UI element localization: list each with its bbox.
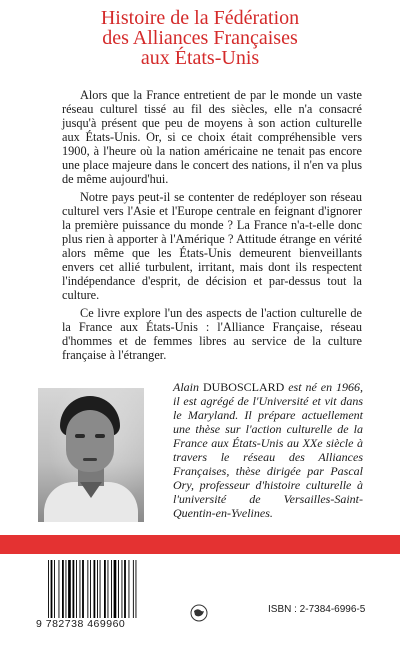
book-title: [0, 8, 400, 68]
barcode: [46, 560, 146, 618]
summary-paragraph-3: Ce livre explore l'un des aspects de l'action culturelle de la France aux États-Unis : l'Alliance Française, réseau d'hommes et de femmes libres au service de la culture française à l'étranger.: [62, 306, 362, 362]
author-bio: [173, 380, 363, 520]
book-title-line-1: Histoire de la Fédération: [100, 7, 300, 29]
isbn: ISBN : 2-7384-6996-5: [268, 604, 366, 615]
book-title-line-3: aux États-Unis: [140, 47, 260, 69]
author-bio-text: est né en 1966, il est agrégé de l'Université et vit dans le Maryland. Il prépare actuellement une thèse sur l'action culturelle de la France aux États-Unis au XXe siècle à travers le réseau des Alliances Françaises, thèse dirigée par Pascal Ory, professeur d'histoire culturelle à l'université de Versailles-Saint-Quentin-en-Yvelines.: [173, 380, 364, 520]
red-band: [0, 535, 400, 554]
author-first-name: Alain: [173, 380, 203, 394]
summary-paragraph-1: Alors que la France entretient de par le monde un vaste réseau culturel tissé au fil des siècles, elle n'a consacré jusqu'à présent que peu de moyens à son action culturelle aux États-Unis. Or, si ce choix était compréhensible vers 1900, à l'heure où la nation américaine ne tenait pas encore une place majeure dans le concert des nations, il n'en va plus de même aujourd'hui.: [62, 88, 362, 186]
author-last-name: DUBOSCLARD: [202, 380, 285, 394]
author-photo: [38, 388, 144, 522]
summary-paragraph-2: Notre pays peut-il se contenter de redéployer son réseau culturel vers l'Asie et l'Europe centrale en feignant d'ignorer la première puissance du monde ? La France n'a-t-elle donc plus rien à apporter à l'Amérique ? Attitude étrange en vérité alors même que les États-Unis demeurent bienveillants envers cet allié turbulent, irritant, mais dont ils respectent l'indépendance d'esprit, de décision et par-dessus tout la culture.: [62, 190, 362, 302]
globe-logo-icon: [190, 604, 208, 622]
summary-text: [62, 88, 362, 366]
book-title-line-2: des Alliances Françaises: [102, 27, 298, 49]
barcode-digits: 9 782738 469960: [36, 618, 126, 630]
